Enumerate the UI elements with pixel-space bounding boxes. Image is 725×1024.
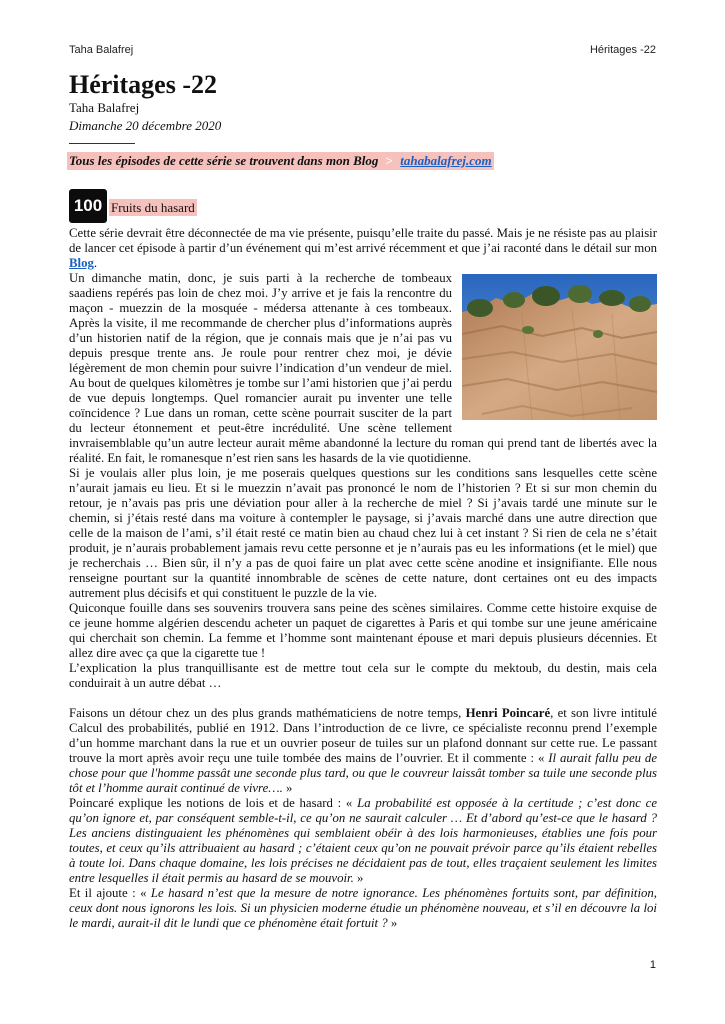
blog-url-link[interactable]: tahabalafrej.com [400, 153, 492, 168]
paragraph-intro: Cette série devrait être déconnectée de ma vie présente, puisqu’elle traite du passé. Mais je ne résiste pas au plaisir de lancer cet épisode à partir d’un événement qui m’est arrivé récemment et que j’ai raconté dans le détail sur mon Blog. [69, 226, 657, 270]
episode-number-badge: 100 [69, 189, 107, 223]
author-line: Taha Balafrej [69, 100, 140, 115]
poincare-quote-2: La probabilité est opposée à la certitude ; c’est donc ce qu’on ignore et, par conséquent semble-t-il, ce qu’on ne saurait calculer … Et d’abord qu’est-ce que le hasard ? Les anciens distinguaient les phénomènes qui semblaient obéir à des lois harmonieuses, établies une fois pour toutes, et ceux qu’ils attribuaient au hasard ; c’étaient ceux qu’on ne pouvait prévoir parce qu’ils étaient rebelles à toute loi. Dans chaque domaine, les lois précises ne décidaient pas de tout, elles traçaient seulement les limites entre lesquelles il était permis au hasard de se mouvoir. [69, 796, 657, 885]
paragraph-memories: Quiconque fouille dans ses souvenirs trouvera sans peine des scènes similaires. Comme cette histoire exquise de ce jeune homme algérien descendu acheter un paquet de cigarettes à Paris et qui tombe sur une jeune américaine qui cherchait son chemin. La femme et l’homme sont maintenant épouse et mari depuis plusieurs décennies. Et allez dire avec ça que la cigarette tue ! [69, 601, 657, 660]
rocky-hillside-photo [462, 274, 657, 420]
blog-link[interactable]: Blog [69, 256, 94, 270]
blog-banner [67, 152, 494, 170]
paragraph-ignorance: Et il ajoute : « Le hasard n’est que la mesure de notre ignorance. Les phénomènes fortuits sont, par définition, ceux dont nous ignorons les lois. Si un physicien moderne étudie un phénomène nouveau, et s’il en découvre la loi le mardi, aurait-il dit le lundi que ce phénomène était fortuit ? » [69, 886, 657, 930]
arrow-right-icon: > [385, 153, 394, 168]
paragraph-questions: Si je voulais aller plus loin, je me poserais quelques questions sur les conditions sans lesquelles cette scène n’aurait jamais eu lieu. Et si le muezzin n’avait pas prononcé le nom de l’historien ? Et si sur mon chemin du retour, je n’avais pas pris une déviation pour aller à la recherche de miel ? Si j’avais tardé une minute sur le chemin, si j’étais resté dans ma voiture à contempler le paysage, si j’avais marché dans une autre direction que celle de la maison de l’ami, s’il était resté ce matin bien au chaud chez lui à cet instant ? Si rien de cela ne s’était produit, je n’aurais probablement jamais revu cette personne et je n’aurais pas eu les informations (et le miel) que je recherchais … Bien sûr, il n’y a pas de quoi faire un plat avec cette scène anodine et insignifiante. Elle nous renseigne pourtant sur la quantité innombrable de scènes de cette nature, dont certaines ont eu des impacts autrement plus décisifs et qui constituent le puzzle de la vie. [69, 466, 657, 600]
blog-banner-text: Tous les épisodes de cette série se trouvent dans mon Blog [69, 153, 379, 168]
title-divider [69, 143, 135, 144]
paragraph-lois-hasard: Poincaré explique les notions de lois et de hasard : « La probabilité est opposée à la certitude ; c’est donc ce qu’on ignore et, par conséquent semble-t-il, ce qu’on ne saurait calculer … Et d’abord qu’est-ce que le hasard ? Les anciens distinguaient les phénomènes qui semblaient obéir à des lois harmonieuses, établies une fois pour toutes, et ceux qu’ils attribuaient au hasard ; c’étaient ceux qu’on ne pouvait prévoir parce qu’ils étaient rebelles à toute loi. Dans chaque domaine, les lois précises ne décidaient pas de tout, elles traçaient seulement les limites entre lesquelles il était permis au hasard de se mouvoir. » [69, 796, 657, 885]
running-header-title: Héritages -22 [589, 44, 656, 56]
episode-title: Fruits du hasard [111, 200, 195, 215]
paragraph-poincare: Faisons un détour chez un des plus grands mathématiciens de notre temps, Henri Poincaré, et son livre intitulé Calcul des probabilités, publié en 1912. Dans l’introduction de ce livre, ce spécialiste reconnu prend l’exemple d’un homme marchant dans la rue et un ouvrier poseur de tuiles sur un plafond donnant sur cette rue. Le passant trouve la mort après avoir reçu une tuile tombée des mains de l’ouvrier. Et il commente : « Il aurait fallu peu de chose pour que l'homme passât une seconde plus tard, ou que le couvreur laissât tomber sa tuile une seconde plus tôt et l’homme aurait continué de vivre…. » [69, 706, 657, 795]
paragraph-mektoub: L’explication la plus tranquillisante est de mettre tout cela sur le compte du mektoub, du destin, mais cela conduirait à un autre débat … [69, 661, 657, 690]
page-number: 1 [649, 959, 656, 971]
article-body [69, 226, 657, 931]
poincare-quote-3: Le hasard n’est que la mesure de notre ignorance. Les phénomènes fortuits sont, par définition, ceux dont nous ignorons les lois. Si un physicien moderne étudie un phénomène nouveau, et s’il en découvre la loi le mardi, aurait-il dit le lundi que ce phénomène était fortuit ? [69, 886, 657, 930]
paragraph-story: Un dimanche matin, donc, je suis parti à la recherche de tombeaux saadiens repérés pas loin de chez moi. J’y arrive et je fais la rencontre du maçon - muezzin de la mosquée - médersa attenante à ces tombeaux. Après la visite, il me recommande de chercher plus d’informations auprès d’un historien natif de la région, que je connais mais que je n’ai pas vu depuis presque trente ans. Je roule pour rentrer chez moi, je dévie légèrement de mon chemin pour suivre l’indication d’un vendeur de miel. Au bout de quelques kilomètres je tombe sur l’ami historien que j’ai perdu de vue depuis longtemps. Quel romancier aurait pu inventer une telle coïncidence ? Lue dans un roman, cette scène pourrait susciter de la part du lecteur étonnement et peut-être incrédulité. Une scène tellement invraisemblable qu’un autre lecteur aurait même abandonné la lecture du roman qui prend tant de libertés avec la réalité. En fait, le romanesque n’est rien sans les hasards de la vie quotidienne. [69, 271, 657, 465]
poincare-name: Henri Poincaré [465, 706, 551, 720]
running-header-author: Taha Balafrej [69, 44, 134, 56]
date-line: Dimanche 20 décembre 2020 [69, 118, 222, 133]
poincare-quote-1: Il aurait fallu peu de chose pour que l'homme passât une seconde plus tard, ou que le couvreur laissât tomber sa tuile une seconde plus tôt et l’homme aurait continué de vivre…. [69, 751, 657, 795]
page-title: Héritages -22 [69, 70, 218, 99]
